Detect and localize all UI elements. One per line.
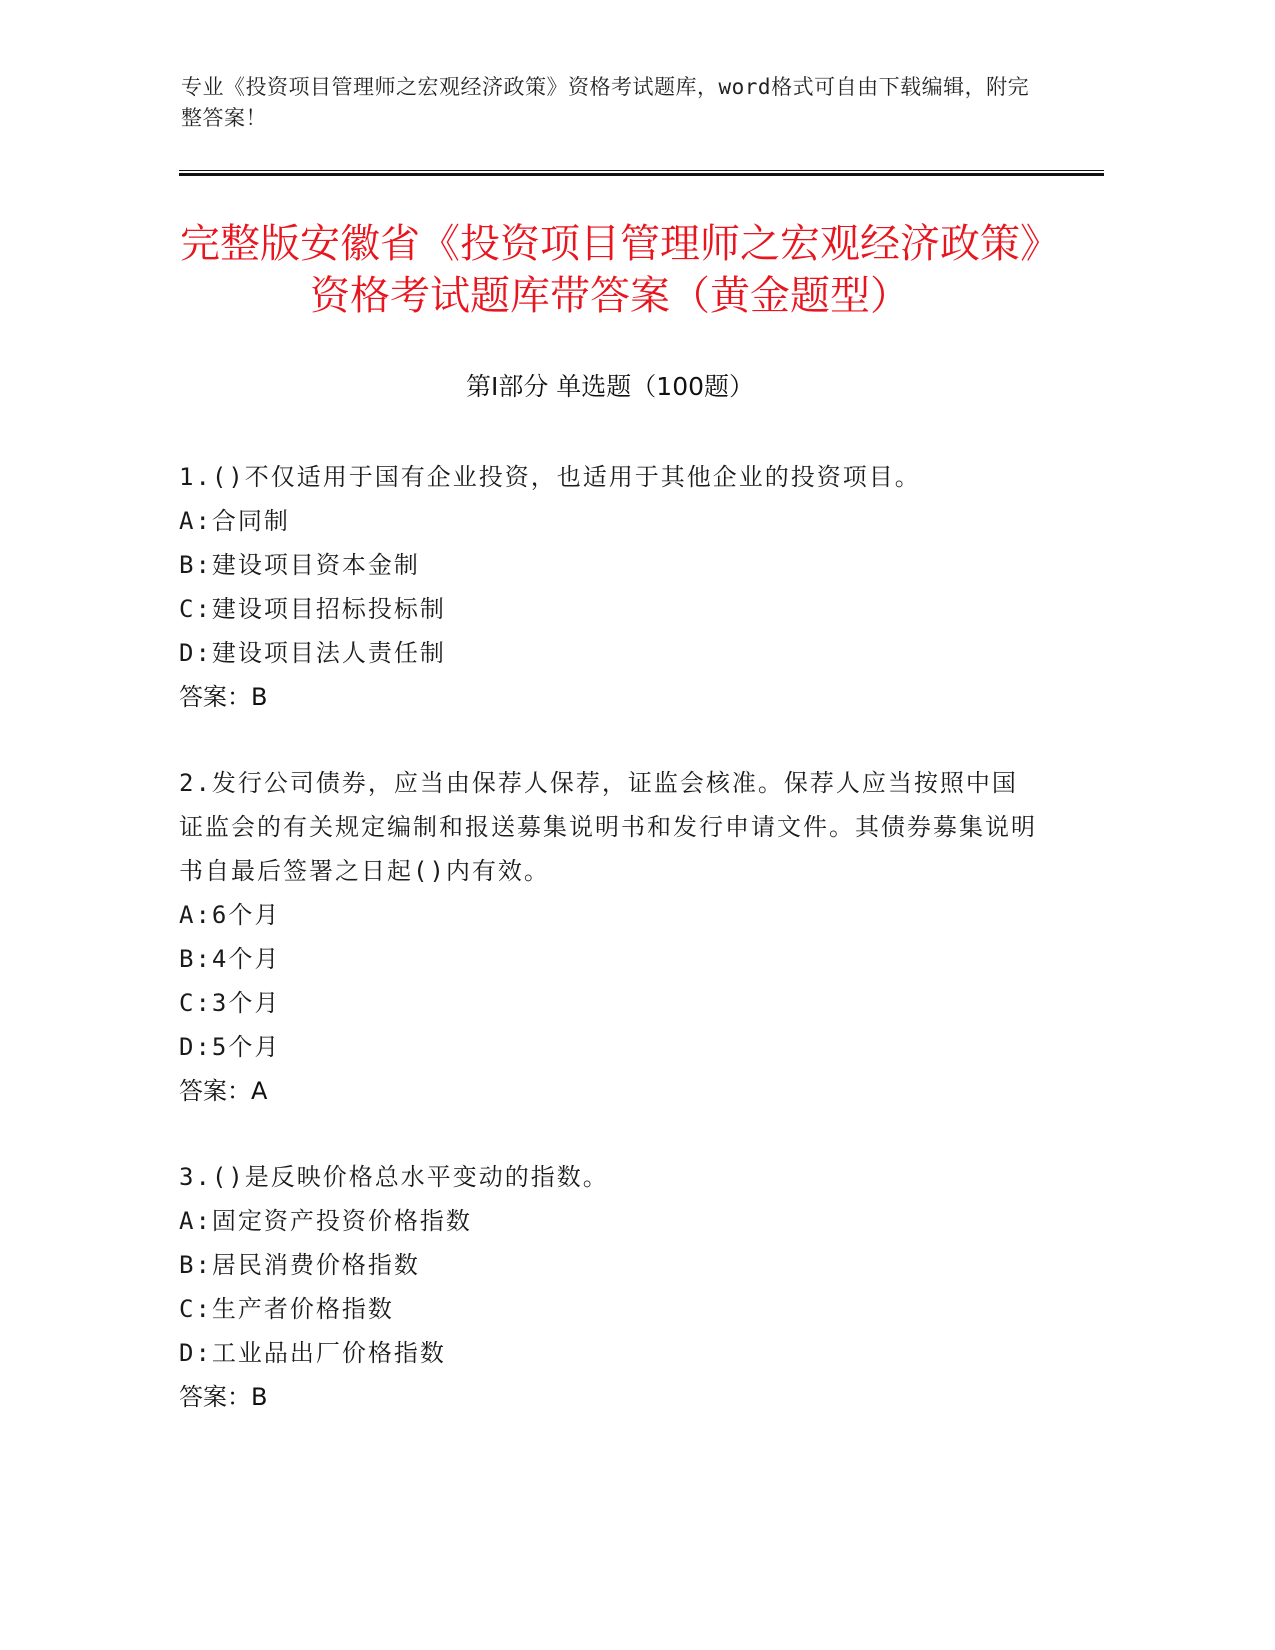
option-text: 生产者价格指数 <box>211 1295 394 1323</box>
option-text: 建设项目招标投标制 <box>211 595 446 623</box>
option-b <box>179 543 1039 587</box>
question-2 <box>179 761 1039 1113</box>
option-text: 工业品出厂价格指数 <box>211 1339 446 1367</box>
option-c <box>179 1287 1039 1331</box>
option-c <box>179 981 1039 1025</box>
option-key: B: <box>179 551 212 579</box>
option-key: C: <box>179 1295 212 1323</box>
header-rule-thick <box>179 173 1104 176</box>
option-a <box>179 893 1039 937</box>
option-key: D: <box>179 1033 212 1061</box>
option-b <box>179 937 1039 981</box>
option-key: B: <box>179 1251 212 1279</box>
option-text: 居民消费价格指数 <box>211 1251 420 1279</box>
option-text: 固定资产投资价格指数 <box>211 1207 472 1235</box>
option-key: C: <box>179 989 212 1017</box>
option-key: B: <box>179 945 212 973</box>
question-3 <box>179 1155 1039 1419</box>
question-stem: 2.发行公司债券，应当由保荐人保荐，证监会核准。保荐人应当按照中国证监会的有关规定编制和报送募集说明书和发行申请文件。其债券募集说明书自最后签署之日起()内有效。 <box>179 769 1037 885</box>
section-heading: 第I部分 单选题（100题） <box>465 372 755 401</box>
option-key: D: <box>179 639 212 667</box>
question-stem: 1.()不仅适用于国有企业投资，也适用于其他企业的投资项目。 <box>179 463 921 491</box>
option-a <box>179 499 1039 543</box>
option-a <box>179 1199 1039 1243</box>
option-text: 6个月 <box>211 901 281 929</box>
option-key: A: <box>179 1207 212 1235</box>
option-key: A: <box>179 901 212 929</box>
option-key: C: <box>179 595 212 623</box>
option-d <box>179 1331 1039 1375</box>
header-note: 专业《投资项目管理师之宏观经济政策》资格考试题库，word格式可自由下载编辑，附完整答案！ <box>181 75 1030 130</box>
option-text: 3个月 <box>211 989 281 1017</box>
answer-line: 答案：B <box>179 683 268 711</box>
option-text: 建设项目资本金制 <box>211 551 420 579</box>
option-c <box>179 587 1039 631</box>
option-key: D: <box>179 1339 212 1367</box>
answer-line: 答案：A <box>179 1077 268 1105</box>
option-key: A: <box>179 507 212 535</box>
option-d <box>179 1025 1039 1069</box>
answer-line: 答案：B <box>179 1383 268 1411</box>
option-text: 5个月 <box>211 1033 281 1061</box>
option-b <box>179 1243 1039 1287</box>
option-d <box>179 631 1039 675</box>
header-rule-thin <box>179 170 1104 171</box>
question-list <box>179 455 1039 1461</box>
option-text: 建设项目法人责任制 <box>211 639 446 667</box>
option-text: 4个月 <box>211 945 281 973</box>
document-title: 完整版安徽省《投资项目管理师之宏观经济政策》资格考试题库带答案（黄金题型） <box>180 221 1040 319</box>
question-stem: 3.()是反映价格总水平变动的指数。 <box>179 1163 609 1191</box>
question-1 <box>179 455 1039 719</box>
option-text: 合同制 <box>211 507 290 535</box>
